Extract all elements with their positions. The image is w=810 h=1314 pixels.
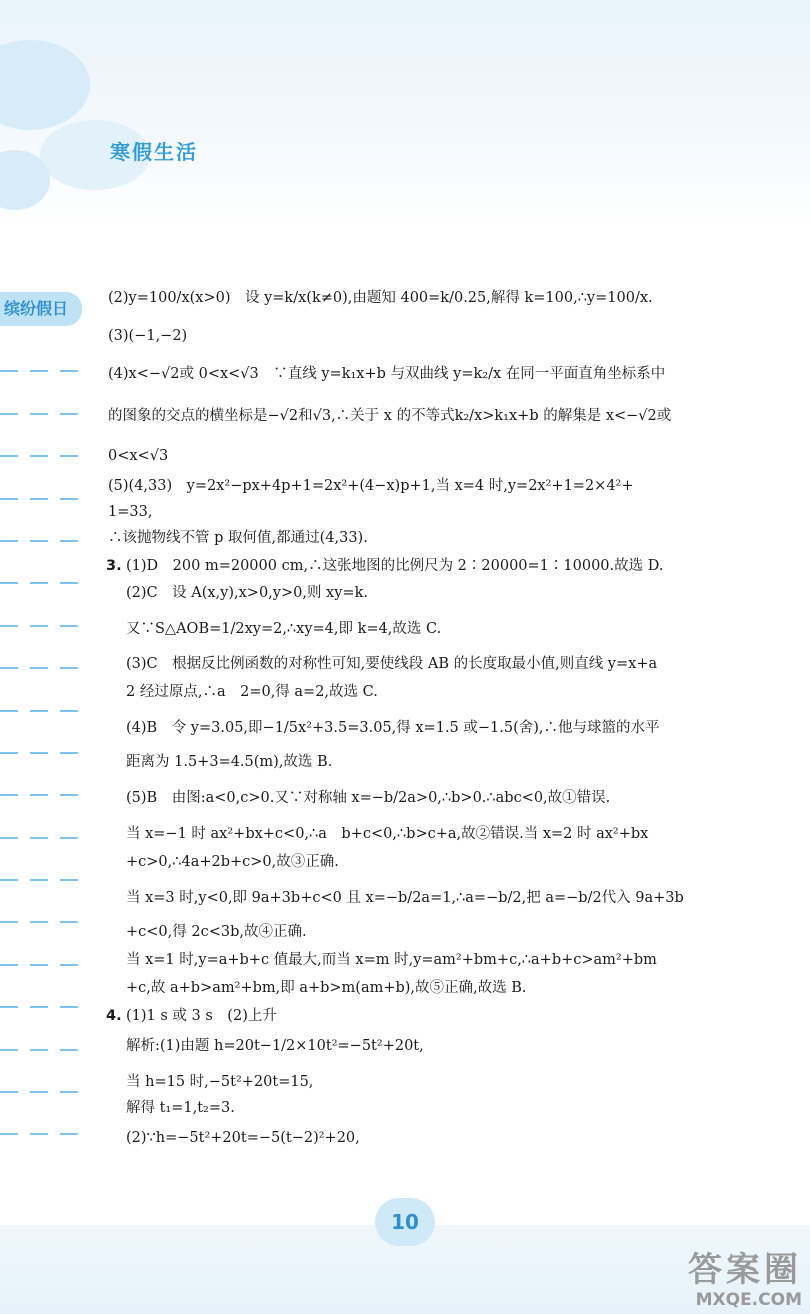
answer-line: 1=33, (108, 504, 153, 520)
answer-line: ∴该抛物线不管 p 取何值,都通过(4,33). (108, 530, 368, 546)
watermark (688, 1250, 802, 1310)
watermark-logo-text: 答案圈 (688, 1250, 802, 1290)
answer-line: 当 x=1 时,y=a+b+c 值最大,而当 x=m 时,y=am²+bm+c,∴a+b+c>am²+bm (126, 952, 657, 968)
answer-line: 当 h=15 时,−5t²+20t=15, (126, 1074, 314, 1090)
answer-line: 解得 t₁=1,t₂=3. (126, 1100, 235, 1116)
answer-line: (2)y=100/x(x>0) 设 y=k/x(k≠0),由题知 400=k/0.25,解得 k=100,∴y=100/x. (108, 290, 653, 306)
watermark-url: MXQE.COM (695, 1290, 802, 1310)
question-number: 4. (106, 1008, 122, 1024)
answer-line: (2)∵h=−5t²+20t=−5(t−2)²+20, (126, 1130, 360, 1146)
page-header-title: 寒假生活 (110, 140, 198, 164)
answer-line: (4)x<−√2或 0<x<√3 ∵直线 y=k₁x+b 与双曲线 y=k₂/x 在同一平面直角坐标系中 (108, 366, 666, 382)
answer-line: +c>0,∴4a+2b+c>0,故③正确. (126, 854, 339, 870)
header-background (0, 0, 810, 230)
answer-line: 距离为 1.5+3=4.5(m),故选 B. (126, 754, 333, 770)
answer-line: +c<0,得 2c<3b,故④正确. (126, 924, 307, 940)
answer-line: 0<x<√3 (108, 448, 169, 464)
margin-note-lines (0, 330, 90, 1160)
answer-line: 又∵S△AOB=1/2xy=2,∴xy=4,即 k=4,故选 C. (126, 621, 442, 637)
answer-line: (5)B 由图:a<0,c>0.又∵对称轴 x=−b/2a>0,∴b>0.∴abc<0,故①错误. (126, 790, 611, 806)
answer-line: (3)(−1,−2) (108, 328, 188, 344)
side-tag: 缤纷假日 (0, 292, 82, 326)
answer-line: 当 x=−1 时 ax²+bx+c<0,∴a b+c<0,∴b>c+a,故②错误.当 x=2 时 ax²+bx (126, 826, 649, 842)
answer-line: (4)B 令 y=3.05,即−1/5x²+3.5=3.05,得 x=1.5 或−1.5(舍),∴他与球篮的水平 (126, 720, 660, 736)
answer-line: (1)1 s 或 3 s (2)上升 (126, 1008, 277, 1024)
answer-line: 解析:(1)由题 h=20t−1/2×10t²=−5t²+20t, (126, 1038, 424, 1054)
question-number: 3. (106, 558, 122, 574)
answer-line: (1)D 200 m=20000 cm,∴这张地图的比例尺为 2∶20000=1∶10000.故选 D. (126, 558, 664, 574)
page-number: 10 (375, 1198, 435, 1246)
answer-line: (5)(4,33) y=2x²−px+4p+1=2x²+(4−x)p+1,当 x=4 时,y=2x²+1=2×4²+ (108, 478, 634, 494)
answer-line: 2 经过原点,∴a 2=0,得 a=2,故选 C. (126, 684, 378, 700)
decorative-cloud (0, 40, 90, 130)
answer-line: 的图象的交点的横坐标是−√2和√3,∴关于 x 的不等式k₂/x>k₁x+b 的解集是 x<−√2或 (108, 408, 672, 424)
answer-line: (2)C 设 A(x,y),x>0,y>0,则 xy=k. (126, 585, 368, 601)
answer-line: (3)C 根据反比例函数的对称性可知,要使线段 AB 的长度取最小值,则直线 y=x+a (126, 656, 658, 672)
answer-line: +c,故 a+b>am²+bm,即 a+b>m(am+b),故⑤正确,故选 B. (126, 980, 527, 996)
answer-line: 当 x=3 时,y<0,即 9a+3b+c<0 且 x=−b/2a=1,∴a=−b/2,把 a=−b/2代入 9a+3b (126, 890, 684, 906)
